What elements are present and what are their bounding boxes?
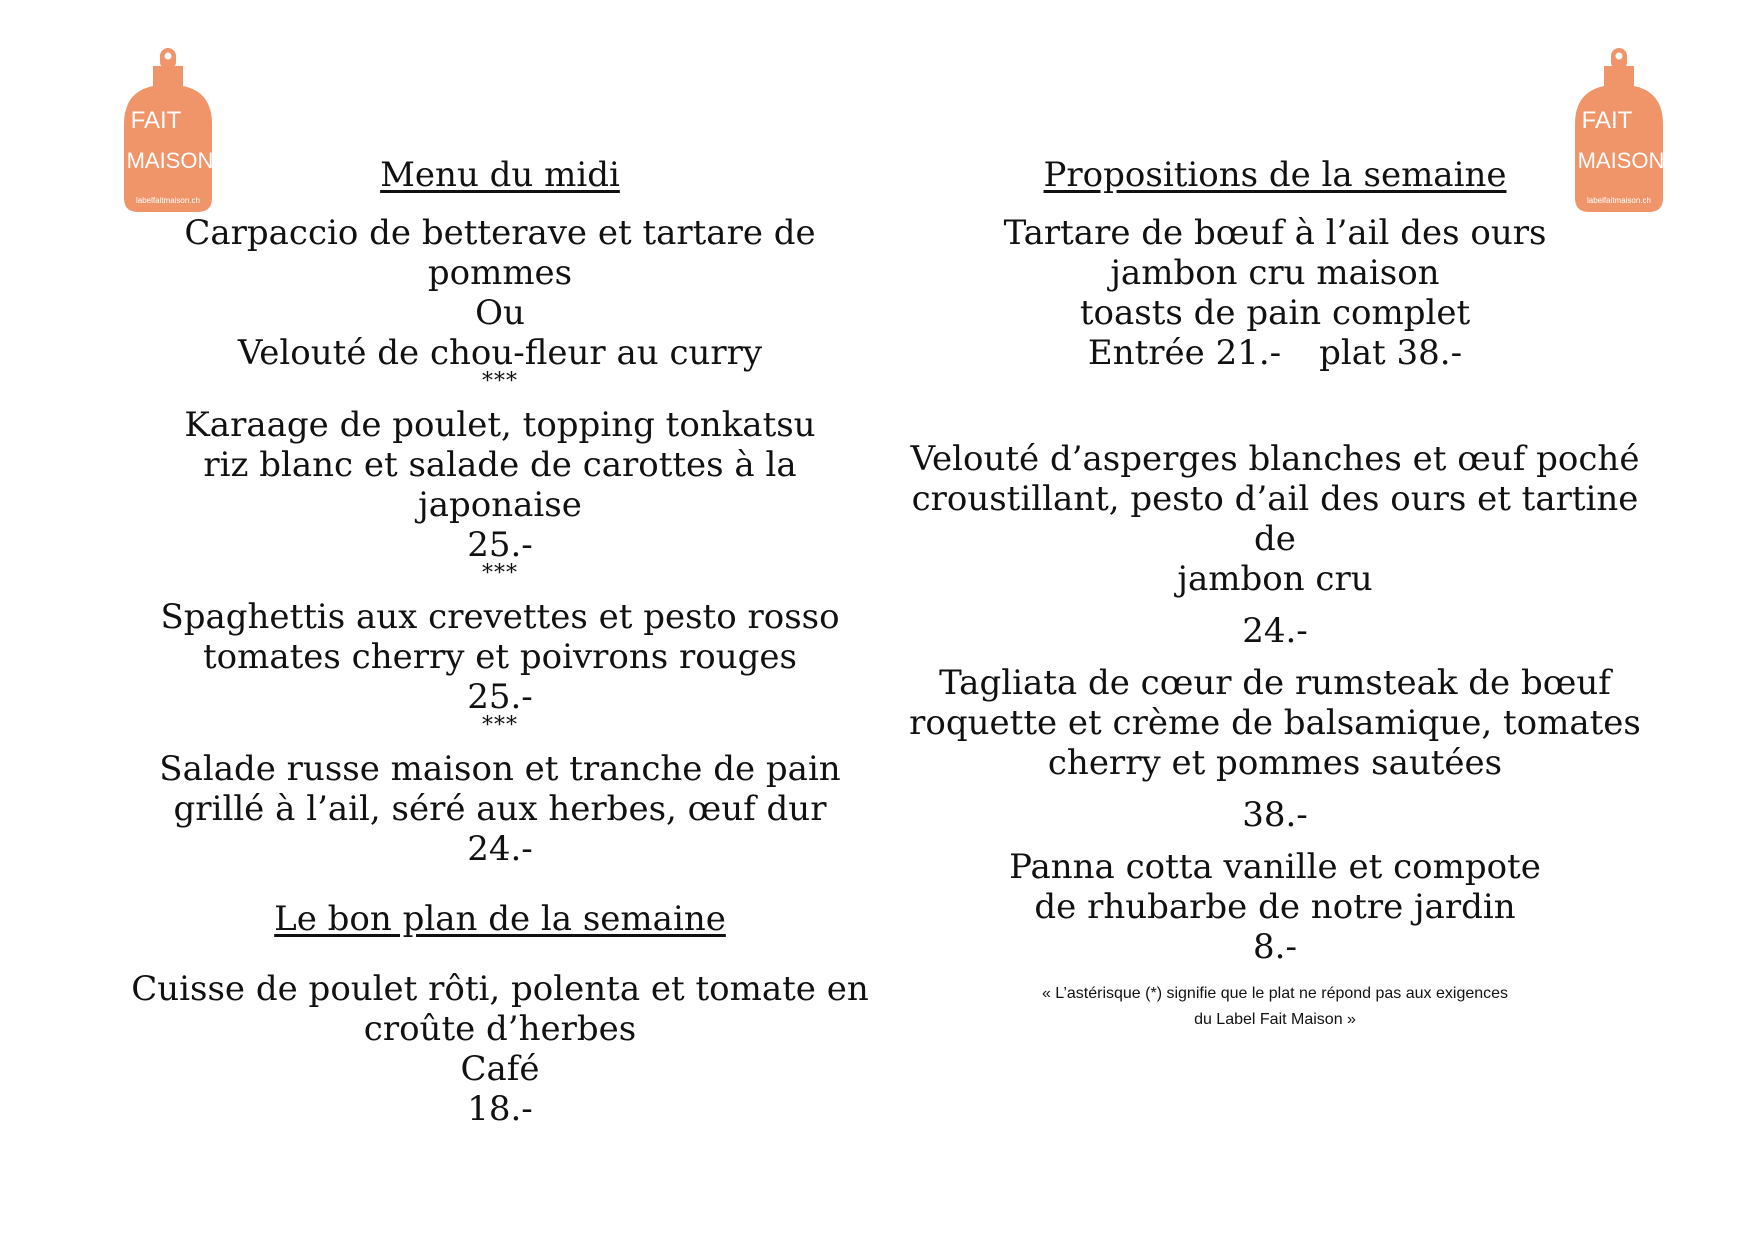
prop-1-price-entree: Entrée 21.- xyxy=(1087,333,1282,373)
dish-3-price: 24.- xyxy=(467,829,533,869)
prop-2-line-3: jambon cru xyxy=(1177,559,1373,599)
bon-plan-line-3: Café xyxy=(460,1049,540,1089)
logo-word-maison: MAISON xyxy=(1577,148,1665,173)
dish-2-line-1: Spaghettis aux crevettes et pesto rosso xyxy=(160,597,840,637)
prop-2-line-1: Velouté d’asperges blanches et œuf poché xyxy=(910,439,1640,479)
propositions-title: Propositions de la semaine xyxy=(1043,155,1507,195)
bon-plan-line-1: Cuisse de poulet rôti, polenta et tomate en xyxy=(131,969,869,1009)
dish-2-line-2: tomates cherry et poivrons rouges xyxy=(202,637,797,677)
menu-du-midi-column xyxy=(130,155,870,1129)
starter-option-1: Carpaccio de betterave et tartare de pommes xyxy=(184,213,816,293)
or-separator: Ou xyxy=(475,293,525,333)
dish-3-line-1: Salade russe maison et tranche de pain xyxy=(159,749,841,789)
prop-3-line-1: Tagliata de cœur de rumsteak de bœuf xyxy=(939,663,1611,703)
prop-3-line-2: roquette et crème de balsamique, tomates xyxy=(909,703,1641,743)
bon-plan-line-2: croûte d’herbes xyxy=(363,1009,637,1049)
logo-url: labelfaitmaison.ch xyxy=(1586,196,1652,205)
label-note-line-2: du Label Fait Maison » xyxy=(1194,1011,1356,1028)
logo-word-maison: MAISON xyxy=(126,148,214,173)
starter-option-2: Velouté de chou-fleur au curry xyxy=(237,333,763,373)
bon-plan-price: 18.- xyxy=(467,1089,533,1129)
dish-2-price: 25.- xyxy=(467,677,533,717)
prop-1-price-plat: plat 38.- xyxy=(1319,333,1463,373)
propositions-column xyxy=(900,155,1650,1033)
prop-1-line-1: Tartare de bœuf à l’ail des ours xyxy=(1003,213,1547,253)
course-separator: *** xyxy=(482,369,518,394)
prop-1-prices xyxy=(900,333,1650,373)
prop-4-line-2: de rhubarbe de notre jardin xyxy=(1034,887,1516,927)
prop-4-price: 8.- xyxy=(1253,927,1297,967)
dish-1-price: 25.- xyxy=(467,525,533,565)
menu-title: Menu du midi xyxy=(380,155,620,195)
prop-1-line-3: toasts de pain complet xyxy=(1079,293,1471,333)
dish-1-line-1: Karaage de poulet, topping tonkatsu xyxy=(184,405,816,445)
logo-word-fait: FAIT xyxy=(1581,107,1633,134)
bon-plan-title: Le bon plan de la semaine xyxy=(274,899,726,939)
prop-4-line-1: Panna cotta vanille et compote xyxy=(1009,847,1541,887)
course-separator: *** xyxy=(482,561,518,586)
prop-2-price: 24.- xyxy=(1242,611,1308,651)
prop-1-line-2: jambon cru maison xyxy=(1110,253,1440,293)
logo-word-fait: FAIT xyxy=(130,107,182,134)
prop-2-line-2: croustillant, pesto d’ail des ours et tartine de xyxy=(911,479,1639,559)
prop-3-price: 38.- xyxy=(1242,795,1308,835)
logo-url: labelfaitmaison.ch xyxy=(135,196,201,205)
course-separator: *** xyxy=(482,713,518,738)
prop-3-line-3: cherry et pommes sautées xyxy=(1047,743,1503,783)
dish-1-line-2: riz blanc et salade de carottes à la japonaise xyxy=(203,445,797,525)
dish-3-line-2: grillé à l’ail, séré aux herbes, œuf dur xyxy=(173,789,827,829)
label-note-line-1: « L’astérisque (*) signifie que le plat ne répond pas aux exigences xyxy=(1041,985,1509,1002)
